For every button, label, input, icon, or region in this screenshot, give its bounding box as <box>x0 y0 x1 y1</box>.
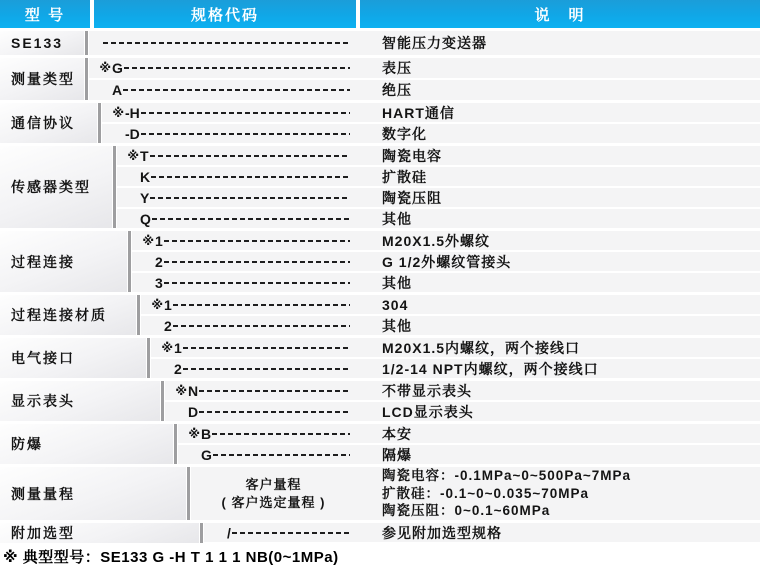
section-communication-protocol <box>0 103 760 143</box>
dash-leader <box>212 433 350 435</box>
section-display-head <box>0 381 760 421</box>
table-row <box>151 359 760 378</box>
description-cell: 表压 <box>382 60 412 76</box>
cell-divider-bar <box>147 338 150 378</box>
code-cell <box>117 209 352 228</box>
reference-mark: ※ <box>188 426 200 441</box>
table-row <box>151 338 760 357</box>
code-cell <box>102 124 352 143</box>
description-cell: 绝压 <box>382 82 412 98</box>
dash-leader <box>173 304 350 306</box>
dash-leader <box>152 218 350 220</box>
table-row <box>117 167 760 186</box>
code-cell <box>141 316 352 335</box>
description-cell: 隔爆 <box>382 446 412 463</box>
dash-leader <box>141 133 350 135</box>
dash-leader <box>232 532 350 534</box>
code-cell <box>102 103 352 122</box>
dash-leader <box>199 411 350 413</box>
category-cell: SE133 <box>0 31 84 55</box>
description-cell: HART通信 <box>382 104 455 121</box>
table-row <box>178 445 760 464</box>
table-row <box>89 80 760 100</box>
code-value: -D <box>125 125 140 142</box>
code-cell <box>89 58 352 78</box>
table-row <box>89 31 760 55</box>
category-cell: 显示表头 <box>0 381 160 421</box>
cell-divider-bar <box>174 424 177 464</box>
table-row <box>89 58 760 78</box>
dash-leader <box>151 176 350 178</box>
header-cell-code: 规格代码 <box>94 0 356 28</box>
table-row <box>132 252 760 271</box>
description-cell: 1/2-14 NPT内螺纹，两个接线口 <box>382 360 599 377</box>
reference-mark: ※ <box>151 297 163 312</box>
description-cell: 304 <box>382 296 409 313</box>
code-cell <box>165 402 352 421</box>
code-value: K <box>140 168 151 185</box>
code-cell <box>117 167 352 186</box>
cell-divider-bar <box>128 231 131 292</box>
dash-leader <box>141 112 350 114</box>
code-cell <box>191 467 352 520</box>
code-value: 3 <box>155 274 163 291</box>
code-value: 1 <box>174 339 182 356</box>
description-cell: 其他 <box>382 274 412 291</box>
dash-leader <box>124 67 350 69</box>
table-row <box>132 231 760 250</box>
cell-divider-bar <box>200 523 203 543</box>
code-cell <box>151 359 352 378</box>
header-cell-description: 说 明 <box>360 0 760 28</box>
category-cell: 过程连接 <box>0 231 127 292</box>
code-cell <box>117 188 352 207</box>
code-value: G <box>201 446 212 463</box>
table-row <box>204 523 760 542</box>
section-measurement-type <box>0 58 760 100</box>
section-explosion-proof <box>0 424 760 464</box>
range-line-ceramic-capacitive: 陶瓷电容：-0.1MPa~0~500Pa~7MPa <box>382 467 631 483</box>
description-cell: 数字化 <box>382 125 427 142</box>
range-line-ceramic-piezoresistive: 陶瓷压阻：0~0.1~60MPa <box>382 503 551 519</box>
section-connection-material <box>0 295 760 335</box>
description-cell: 本安 <box>382 425 412 442</box>
reference-mark: ※ <box>175 383 187 398</box>
dash-leader <box>150 197 350 199</box>
description-cell: 其他 <box>382 317 412 334</box>
code-cell <box>178 445 352 464</box>
reference-mark: ※ <box>161 340 173 355</box>
code-value: B <box>201 425 212 442</box>
code-cell <box>165 381 352 400</box>
description-cell: 其他 <box>382 210 412 227</box>
table-row <box>102 124 760 143</box>
dash-leader <box>123 89 350 91</box>
reference-mark: ※ <box>99 61 111 75</box>
section-model <box>0 31 760 55</box>
code-value: / <box>227 524 231 541</box>
code-cell <box>178 424 352 443</box>
customer-range-note <box>195 476 352 511</box>
description-cell <box>352 467 760 520</box>
code-value: Q <box>140 210 151 227</box>
table-row <box>141 316 760 335</box>
header-cell-model: 型 号 <box>0 0 90 28</box>
section-process-connection <box>0 231 760 292</box>
description-cell: M20X1.5外螺纹 <box>382 232 491 249</box>
table-row <box>165 402 760 421</box>
description-cell: 扩散硅 <box>382 168 427 185</box>
cell-divider-bar <box>187 467 190 520</box>
table-row <box>132 273 760 292</box>
table-row <box>102 103 760 122</box>
dash-leader <box>164 282 350 284</box>
description-cell: LCD显示表头 <box>382 403 474 420</box>
reference-mark: ※ <box>142 233 154 248</box>
code-value: 1 <box>164 296 172 313</box>
code-cell <box>132 252 352 271</box>
code-cell <box>204 523 352 542</box>
dash-leader <box>150 155 350 157</box>
cell-divider-bar <box>161 381 164 421</box>
code-cell <box>151 338 352 357</box>
description-cell: 智能压力变送器 <box>382 35 487 51</box>
table-row <box>117 146 760 165</box>
dash-leader <box>213 454 350 456</box>
table-row <box>178 424 760 443</box>
reference-mark: ※ <box>112 105 124 120</box>
dash-leader <box>199 390 350 392</box>
table-row <box>191 467 760 520</box>
code-value: G <box>112 60 123 76</box>
code-value: 1 <box>155 232 163 249</box>
code-value: D <box>188 403 199 420</box>
code-value: A <box>112 82 123 98</box>
typical-model-note: ※ 典型型号：SE133 G -H T 1 1 1 NB(0~1MPa) <box>3 549 339 566</box>
description-cell: 陶瓷压阻 <box>382 189 442 206</box>
reference-mark: ※ <box>127 148 139 163</box>
table-row <box>117 188 760 207</box>
table-row <box>141 295 760 314</box>
code-cell <box>89 80 352 100</box>
section-additional-options <box>0 523 760 543</box>
category-cell: 电气接口 <box>0 338 146 378</box>
cell-divider-bar <box>85 31 88 55</box>
description-cell: 陶瓷电容 <box>382 147 442 164</box>
code-cell <box>132 273 352 292</box>
table-header <box>0 0 760 28</box>
code-value: 2 <box>155 253 163 270</box>
dash-leader <box>103 42 350 44</box>
description-cell: M20X1.5内螺纹，两个接线口 <box>382 339 581 356</box>
description-cell: 不带显示表头 <box>382 382 472 399</box>
code-value: Y <box>140 189 150 206</box>
code-value: T <box>140 147 149 164</box>
code-value: N <box>188 382 199 399</box>
category-cell: 测量类型 <box>0 58 84 100</box>
dash-leader <box>173 325 350 327</box>
code-value: 2 <box>174 360 182 377</box>
category-cell: 传感器类型 <box>0 146 112 228</box>
cell-divider-bar <box>98 103 101 143</box>
category-cell: 过程连接材质 <box>0 295 136 335</box>
customer-range-sub: ( 客户选定量程 ) <box>221 494 326 510</box>
code-cell <box>132 231 352 250</box>
dash-leader <box>183 368 350 370</box>
category-cell: 防爆 <box>0 424 173 464</box>
code-cell <box>141 295 352 314</box>
cell-divider-bar <box>137 295 140 335</box>
section-sensor-type <box>0 146 760 228</box>
category-cell: 测量量程 <box>0 467 186 520</box>
code-value: 2 <box>164 317 172 334</box>
description-cell: G 1/2外螺纹管接头 <box>382 253 512 270</box>
cell-divider-bar <box>113 146 116 228</box>
cell-divider-bar <box>85 58 88 100</box>
category-cell: 附加选型 <box>0 523 199 543</box>
dash-leader <box>164 261 350 263</box>
section-electrical-interface <box>0 338 760 378</box>
dash-leader <box>164 240 350 242</box>
code-value: -H <box>125 104 140 121</box>
range-line-diffused-silicon: 扩散硅：-0.1~0~0.035~70MPa <box>382 485 589 501</box>
dash-leader <box>183 347 350 349</box>
category-cell: 通信协议 <box>0 103 97 143</box>
table-row <box>165 381 760 400</box>
table-row <box>117 209 760 228</box>
customer-range-title: 客户量程 <box>245 476 302 492</box>
code-cell <box>89 31 352 55</box>
description-cell: 参见附加选型规格 <box>382 524 502 541</box>
section-measurement-range <box>0 467 760 520</box>
code-cell <box>117 146 352 165</box>
